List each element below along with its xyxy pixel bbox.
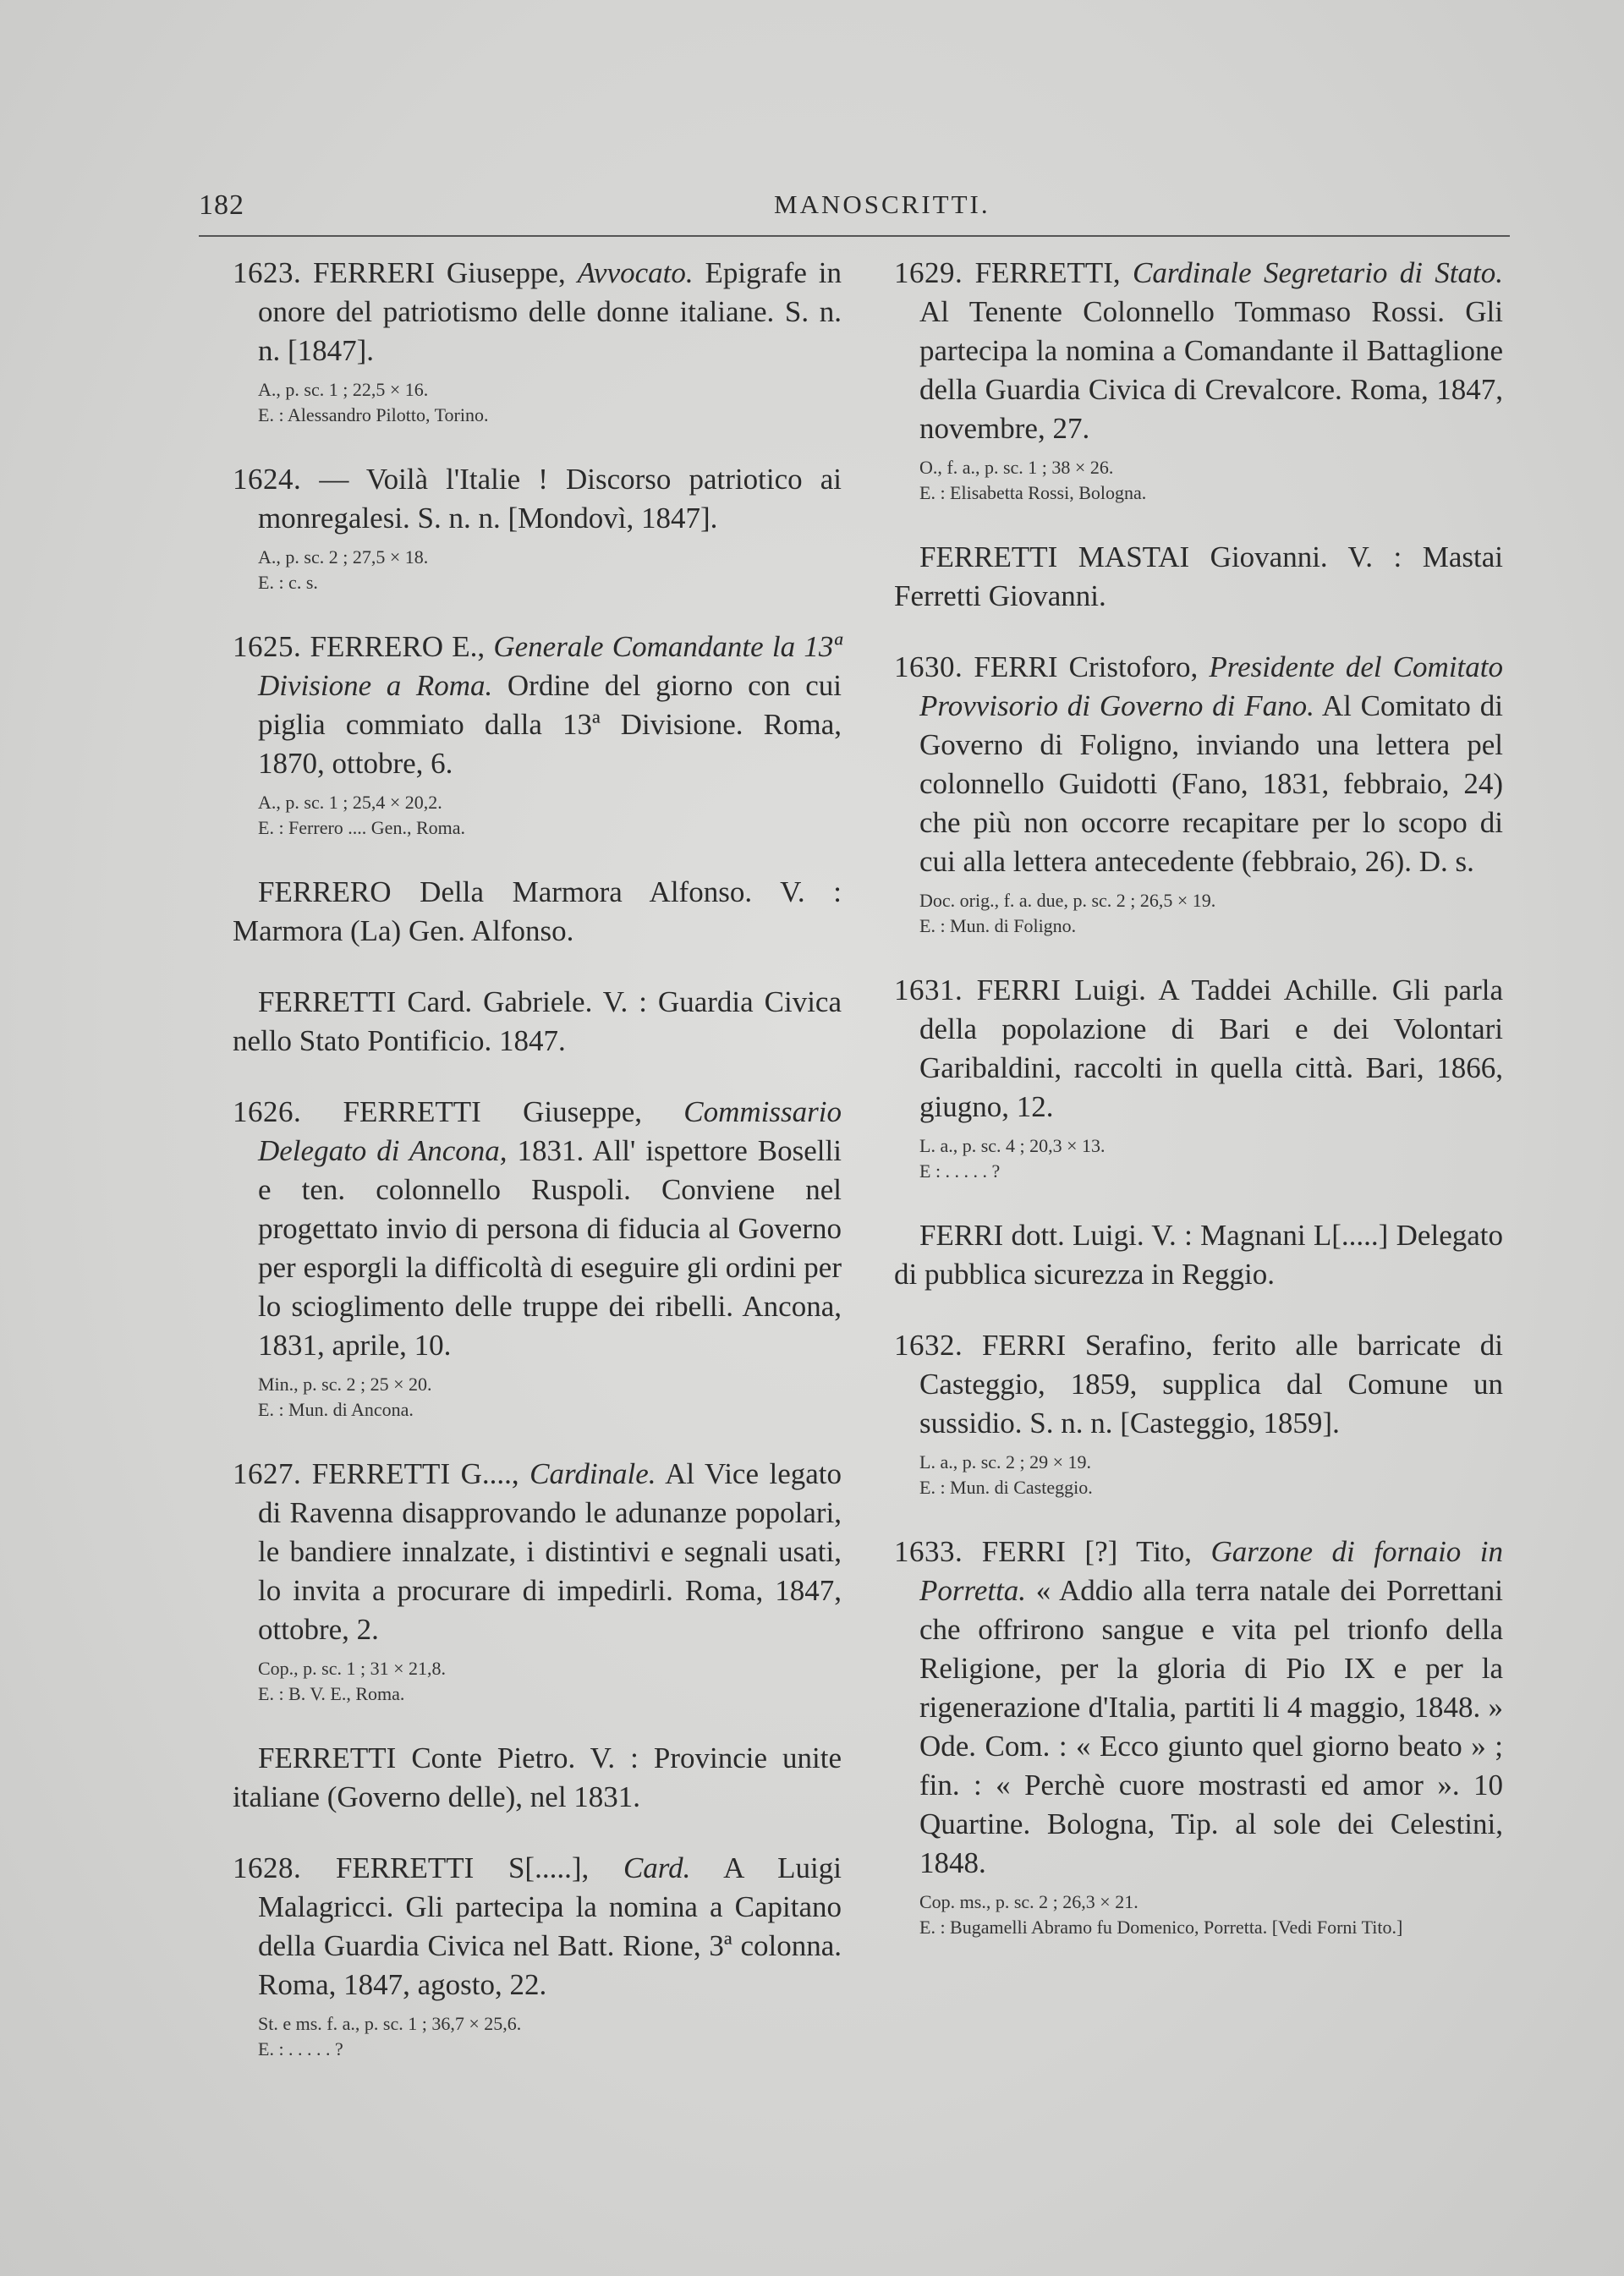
entry-text [233, 460, 842, 538]
entry-heading: FERRETTI S[.....], [335, 1851, 590, 1884]
metadata-line: A., p. sc. 1 ; 22,5 × 16. [258, 379, 429, 400]
catalog-entry [233, 1849, 842, 2062]
metadata-line: E. : . . . . . ? [258, 2038, 343, 2059]
entry-text [894, 971, 1503, 1127]
entry-number: 1630. [894, 650, 963, 683]
metadata-line: E : . . . . . ? [919, 1160, 1001, 1182]
metadata-line: E. : c. s. [258, 572, 318, 593]
entry-heading: FERRERI Giuseppe, [313, 256, 566, 289]
metadata-line: E. : Mun. di Foligno. [919, 915, 1077, 936]
entry-metadata [258, 790, 842, 841]
catalog-entry [894, 648, 1503, 939]
metadata-line: L. a., p. sc. 2 ; 29 × 19. [919, 1451, 1092, 1473]
entry-description: Al Tenente Colonnello Tommaso Rossi. Gli partecipa la nomina a Comandante il Battaglione della Guardia Civica di Crevalcore. Roma, 1847, novembre, 27. [919, 295, 1503, 445]
entry-description: Al Vice legato di Ravenna disapprovando le adunanze popolari, le bandiere innalzate, i distintivi e segnali usati, lo invita a procurare di impedirli. Roma, 1847, ottobre, 2. [258, 1457, 842, 1646]
entry-metadata [258, 1656, 842, 1707]
entry-number: 1629. [894, 256, 963, 289]
entry-metadata [258, 377, 842, 428]
metadata-line: Doc. orig., f. a. due, p. sc. 2 ; 26,5 × 19. [919, 890, 1216, 911]
entry-text [233, 1093, 842, 1365]
entry-description: A Luigi Malagricci. Gli partecipa la nomina a Capitano della Guardia Civica nel Batt. Rione, 3ª colonna. Roma, 1847, agosto, 22. [258, 1851, 842, 2001]
entry-heading: FERRI Luigi. A Taddei Achille. Gli parla della popolazione di Bari e dei Volontari Garibaldini, raccolti in quella città. Bari, 1866, giugno, 12. [919, 973, 1503, 1123]
entry-description: Al Comitato di Governo di Foligno, inviando una lettera pel colonnello Guidotti (Fano, 1831, febbraio, 24) che più non occorre recapitare per lo scopo di cui alla lettera antecedente (febbraio, 26). D. s. [919, 689, 1503, 878]
metadata-line: E. : Bugamelli Abramo fu Domenico, Porretta. [Vedi Forni Tito.] [919, 1917, 1403, 1938]
metadata-line: E. : Mun. di Casteggio. [919, 1477, 1093, 1498]
entry-title-italic: Avvocato. [577, 256, 694, 289]
entry-text [233, 1849, 842, 2005]
entry-description: Ordine del giorno con cui piglia commiato dalla 13ª Divisione. Roma, 1870, ottobre, 6. [258, 669, 842, 780]
entry-heading: — Voilà l'Italie ! Discorso patriotico ai monregalesi. S. n. n. [Mondovì, 1847]. [258, 463, 842, 535]
metadata-line: E. : Ferrero .... Gen., Roma. [258, 817, 465, 838]
entry-number: 1631. [894, 973, 963, 1006]
metadata-line: E. : B. V. E., Roma. [258, 1683, 405, 1704]
page-number: 182 [199, 189, 244, 221]
entry-title-italic: Generale Comandante la 13ª Divisione a Roma. [258, 630, 842, 702]
entry-title-italic: Cardinale. [529, 1457, 656, 1490]
entry-metadata [919, 1889, 1503, 1940]
catalog-entry [233, 628, 842, 841]
header-rule [199, 235, 1510, 237]
metadata-line: St. e ms. f. a., p. sc. 1 ; 36,7 × 25,6. [258, 2013, 522, 2034]
entry-metadata [919, 455, 1503, 506]
entry-number: 1633. [894, 1535, 963, 1568]
cross-reference: FERRI dott. Luigi. V. : Magnani L[.....] Delegato di pubblica sicurezza in Reggio. [894, 1219, 1503, 1291]
entry-heading: FERRETTI G...., [311, 1457, 519, 1490]
metadata-line: L. a., p. sc. 4 ; 20,3 × 13. [919, 1135, 1106, 1156]
catalog-entry [894, 1326, 1503, 1500]
cross-reference: FERRETTI Card. Gabriele. V. : Guardia Civica nello Stato Pontificio. 1847. [233, 985, 842, 1057]
catalog-entry [894, 254, 1503, 506]
page-header [199, 189, 1510, 232]
entry-heading: FERRI [?] Tito, [981, 1535, 1192, 1568]
entry-heading: FERRETTI Giuseppe, [343, 1095, 643, 1128]
entry-title-italic: Commissario Delegato di Ancona, [258, 1095, 842, 1167]
metadata-line: E. : Mun. di Ancona. [258, 1399, 414, 1420]
entry-description: Epigrafe in onore del patriotismo delle donne italiane. S. n. n. [1847]. [258, 256, 842, 367]
entry-title-italic: Presidente del Comitato Provvisorio di Governo di Fano. [919, 650, 1504, 722]
entry-metadata [258, 545, 842, 595]
cross-reference: FERRERO Della Marmora Alfonso. V. : Marmora (La) Gen. Alfonso. [233, 875, 842, 947]
right-column [894, 254, 1503, 1972]
entry-heading: FERRI Cristoforo, [974, 650, 1199, 683]
catalog-entry [894, 1533, 1503, 1940]
entry-number: 1623. [233, 256, 302, 289]
entry-text [894, 254, 1503, 448]
entry-number: 1627. [233, 1457, 302, 1490]
metadata-line: E. : Elisabetta Rossi, Bologna. [919, 482, 1147, 503]
entry-heading: FERRERO E., [310, 630, 486, 663]
entry-number: 1632. [894, 1329, 963, 1362]
entry-title-italic: Cardinale Segretario di Stato. [1132, 256, 1503, 289]
cross-reference: FERRETTI Conte Pietro. V. : Provincie unite italiane (Governo delle), nel 1831. [233, 1741, 842, 1813]
cross-reference: FERRETTI MASTAI Giovanni. V. : Mastai Ferretti Giovanni. [894, 540, 1503, 612]
entry-metadata [258, 2011, 842, 2062]
entry-number: 1624. [233, 463, 302, 496]
entry-metadata [919, 1133, 1503, 1184]
metadata-line: Cop., p. sc. 1 ; 31 × 21,8. [258, 1658, 447, 1679]
entry-number: 1625. [233, 630, 302, 663]
entry-title-italic: Garzone di fornaio in Porretta. [919, 1535, 1504, 1607]
metadata-line: O., f. a., p. sc. 1 ; 38 × 26. [919, 457, 1114, 478]
entry-description: « Addio alla terra natale dei Porrettani che offrirono sangue e vita pel trionfo della Religione, per la gloria di Pio IX e per la rigenerazione d'Italia, partiti li 4 maggio, 1848. » Ode. Com. : « Ecco giunto quel giorno beato » ; fin. : « Perchè cuore mostrasti ed amor ». 10 Quartine. Bologna, Tip. al sole dei Celestini, 1848. [919, 1574, 1503, 1879]
catalog-entry [894, 971, 1503, 1184]
entry-text [233, 628, 842, 783]
entry-text [233, 254, 842, 370]
entry-text [894, 1533, 1503, 1883]
metadata-line: Min., p. sc. 2 ; 25 × 20. [258, 1374, 432, 1395]
entry-title-italic: Card. [623, 1851, 691, 1884]
entry-heading: FERRETTI, [974, 256, 1121, 289]
catalog-entry [233, 1093, 842, 1423]
metadata-line: A., p. sc. 1 ; 25,4 × 20,2. [258, 792, 442, 813]
running-title: MANOSCRITTI. [774, 189, 990, 219]
catalog-entry [233, 460, 842, 595]
left-column [233, 254, 842, 2094]
entry-description: 1831. All' ispettore Boselli e ten. colonnello Ruspoli. Conviene nel progettato invio di persona di fiducia al Governo per esporgli la difficoltà di eseguire gli ordini per lo scioglimento delle truppe dei ribelli. Ancona, 1831, aprile, 10. [258, 1134, 842, 1362]
catalog-entry [233, 254, 842, 428]
entry-number: 1626. [233, 1095, 302, 1128]
entry-metadata [919, 888, 1503, 939]
entry-text [233, 1455, 842, 1649]
entry-metadata [919, 1450, 1503, 1500]
entry-number: 1628. [233, 1851, 302, 1884]
entry-text [894, 648, 1503, 881]
entry-heading: FERRI Serafino, ferito alle barricate di Casteggio, 1859, supplica dal Comune un sussidio. S. n. n. [Casteggio, 1859]. [919, 1329, 1503, 1440]
metadata-line: A., p. sc. 2 ; 27,5 × 18. [258, 546, 429, 568]
metadata-line: E. : Alessandro Pilotto, Torino. [258, 404, 489, 425]
metadata-line: Cop. ms., p. sc. 2 ; 26,3 × 21. [919, 1891, 1138, 1912]
entry-text [894, 1326, 1503, 1443]
entry-metadata [258, 1372, 842, 1423]
catalog-entry [233, 1455, 842, 1707]
